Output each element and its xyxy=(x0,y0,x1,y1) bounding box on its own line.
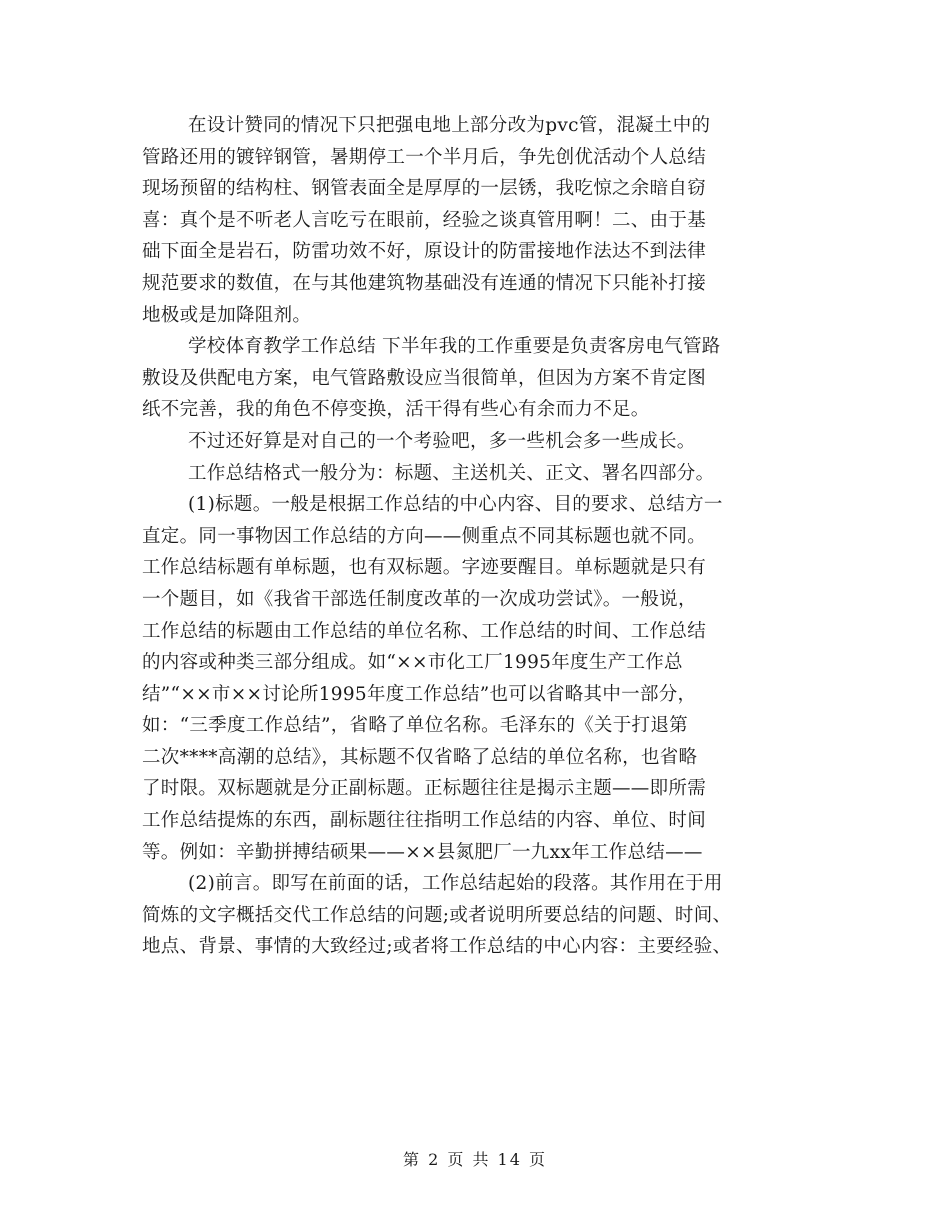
paragraph-5 xyxy=(142,489,822,868)
text-line: 简炼的文字概括交代工作总结的问题;或者说明所要总结的问题、时间、 xyxy=(142,904,732,926)
text-line: 工作总结格式一般分为：标题、主送机关、正文、署名四部分。 xyxy=(188,462,715,484)
text-line: 一个题目，如《我省干部选任制度改革的一次成功尝试》。一般说， xyxy=(142,588,697,610)
text-line: 规范要求的数值，在与其他建筑物基础没有连通的情况下只能补打接 xyxy=(142,272,707,294)
text-line: 管路还用的镀锌钢管，暑期停工一个半月后，争先创优活动个人总结 xyxy=(142,146,707,168)
paragraph-1 xyxy=(142,110,822,331)
page-number-footer: 第 2 页 共 14 页 xyxy=(403,1150,547,1169)
text-line: 的内容或种类三部分组成。如“××市化工厂1995年度生产工作总 xyxy=(142,652,683,674)
text-line: (2)前言。即写在前面的话，工作总结起始的段落。其作用在于用 xyxy=(188,873,723,895)
text-line: 工作总结的标题由工作总结的单位名称、工作总结的时间、工作总结 xyxy=(142,620,707,642)
paragraph-4 xyxy=(142,458,822,490)
text-line: 学校体育教学工作总结 下半年我的工作重要是负责客房电气管路 xyxy=(188,336,721,358)
paragraph-3 xyxy=(142,426,822,458)
text-line: 喜：真个是不听老人言吃亏在眼前，经验之谈真管用啊！二、由于基 xyxy=(142,209,707,231)
text-line: 现场预留的结构柱、钢管表面全是厚厚的一层锈，我吃惊之余暗自窃 xyxy=(142,178,707,200)
text-line: 础下面全是岩石，防雷功效不好，原设计的防雷接地作法达不到法律 xyxy=(142,241,707,263)
text-line: 结”“××市××讨论所1995年度工作总结”也可以省略其中一部分， xyxy=(142,683,697,705)
text-line: 纸不完善，我的角色不停变换，活干得有些心有余而力不足。 xyxy=(142,399,650,421)
paragraph-6 xyxy=(142,868,822,963)
text-line: 工作总结提炼的东西，副标题往往指明工作总结的内容、单位、时间 xyxy=(142,810,707,832)
text-line: 直定。同一事物因工作总结的方向——侧重点不同其标题也就不同。 xyxy=(142,525,707,547)
text-line: 敷设及供配电方案，电气管路敷设应当很简单，但因为方案不肯定图 xyxy=(142,367,707,389)
paragraph-2 xyxy=(142,331,822,426)
text-line: 工作总结标题有单标题，也有双标题。字迹要醒目。单标题就是只有 xyxy=(142,557,707,579)
text-line: 了时限。双标题就是分正副标题。正标题往往是揭示主题——即所需 xyxy=(142,778,707,800)
text-line: 地点、背景、事情的大致经过;或者将工作总结的中心内容：主要经验、 xyxy=(142,936,732,958)
text-line: 二次****高潮的总结》，其标题不仅省略了总结的单位名称，也省略 xyxy=(142,746,698,768)
text-line: 在设计赞同的情况下只把强电地上部分改为pvc管，混凝土中的 xyxy=(188,115,711,136)
text-line: 如：“三季度工作总结”，省略了单位名称。毛泽东的《关于打退第 xyxy=(142,715,688,737)
document-body xyxy=(142,110,822,963)
text-line: 不过还好算是对自己的一个考验吧，多一些机会多一些成长。 xyxy=(188,430,696,452)
text-line: 地极或是加降阻剂。 xyxy=(142,304,312,326)
text-line: 等。例如：辛勤拼搏结硕果——××县氮肥厂一九xx年工作总结—— xyxy=(142,841,703,863)
text-line: (1)标题。一般是根据工作总结的中心内容、目的要求、总结方一 xyxy=(188,494,723,516)
